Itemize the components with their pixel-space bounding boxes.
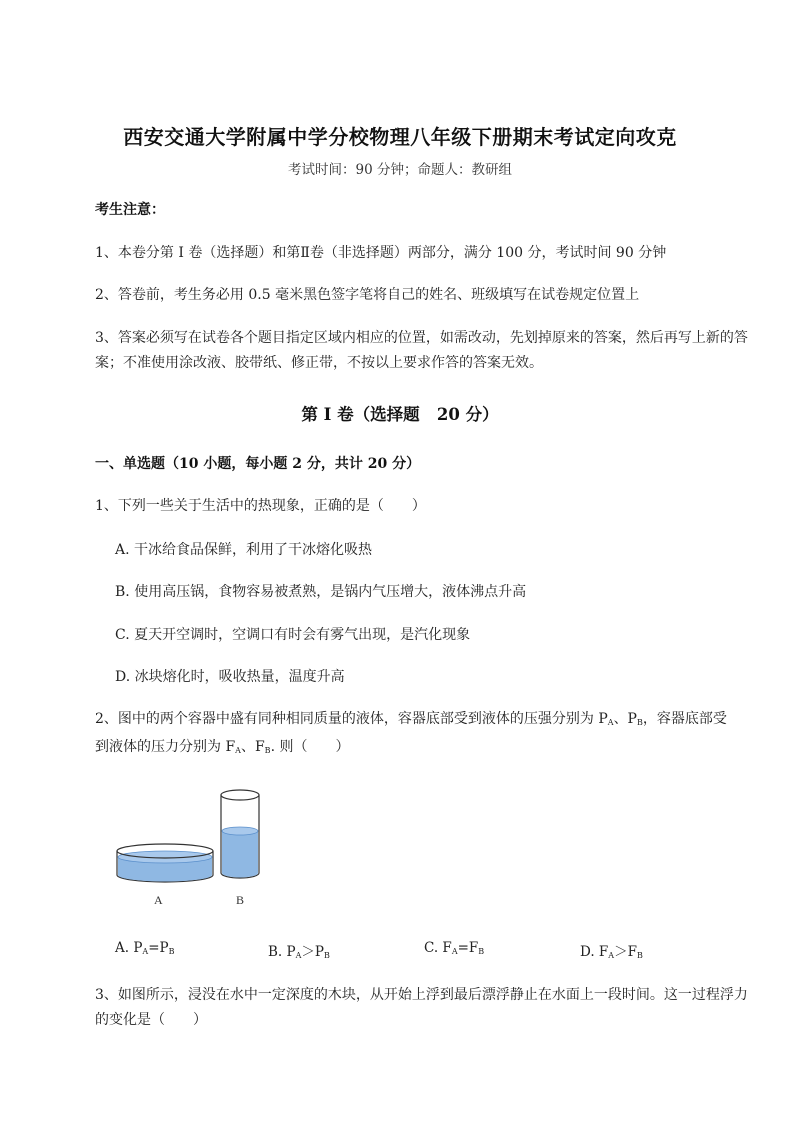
q2-option-text: C. F xyxy=(424,940,452,956)
q2-stem-text: 到液体的压力分别为 F xyxy=(95,739,236,755)
subscript-b: B xyxy=(323,951,330,960)
section-title: 第 I 卷（选择题 20 分） xyxy=(301,405,499,424)
subscript-a: A xyxy=(608,951,615,960)
q2-stem-text: ，容器底部受 xyxy=(642,711,727,727)
q2-stem-text: . 则（ ） xyxy=(270,739,350,755)
notice-item-3: 3、答案必须写在试卷各个题目指定区域内相应的位置，如需改动，先划掉原来的答案，然后再写上新的答案；不准使用涂改液、胶带纸、修正带，不按以上要求作答的答案无效。 xyxy=(95,330,748,371)
q1-option-c: C. 夏天开空调时，空调口有时会有雾气出现，是汽化现象 xyxy=(115,627,471,643)
subscript-a: A xyxy=(235,746,241,755)
subscript-b: B xyxy=(636,951,643,960)
subscript-b: B xyxy=(264,746,271,755)
q2-option-text: =F xyxy=(457,940,479,956)
container-a xyxy=(117,844,213,882)
q2-option-text: ＞F xyxy=(614,944,637,960)
notice-heading: 考生注意： xyxy=(95,202,165,218)
containers-figure xyxy=(105,785,285,910)
subscript-b: B xyxy=(478,947,485,956)
q2-stem-text: 、F xyxy=(240,739,265,755)
exam-subtitle: 考试时间：90 分钟；命题人：教研组 xyxy=(288,162,512,178)
containers-illustration xyxy=(105,785,285,910)
part-heading: 一、单选题（10 小题，每小题 2 分，共计 20 分） xyxy=(95,456,421,472)
q2-option-c xyxy=(424,940,484,956)
q2-option-text: A. P xyxy=(115,940,143,956)
q1-option-b: B. 使用高压锅，食物容易被煮熟，是锅内气压增大，液体沸点升高 xyxy=(115,584,527,600)
q2-option-text: ＞P xyxy=(301,944,324,960)
subscript-a: A xyxy=(142,947,149,956)
subscript-a: A xyxy=(295,951,302,960)
q3-stem: 3、如图所示，浸没在水中一定深度的木块，从开始上浮到最后漂浮静止在水面上一段时间。这一过程浮力的变化是（ ） xyxy=(95,987,748,1028)
subscript-a: A xyxy=(607,718,614,727)
subscript-b: B xyxy=(636,718,643,727)
notice-item-2: 2、答卷前，考生务必用 0.5 毫米黑色签字笔将自己的姓名、班级填写在试卷规定位置上 xyxy=(95,287,640,303)
notice-item-1: 1、本卷分第 I 卷（选择题）和第Ⅱ卷（非选择题）两部分，满分 100 分，考试时间 90 分钟 xyxy=(95,245,667,261)
subscript-a: A xyxy=(451,947,458,956)
q2-stem xyxy=(95,707,755,763)
exam-title: 西安交通大学附属中学分校物理八年级下册期末考试定向攻克 xyxy=(123,125,677,149)
q2-option-b xyxy=(268,940,330,960)
container-b xyxy=(221,790,259,878)
q2-option-text: =P xyxy=(148,940,169,956)
q2-stem-text: 2、图中的两个容器中盛有同种相同质量的液体，容器底部受到液体的压强分别为 P xyxy=(95,711,608,727)
q1-stem: 1、下列一些关于生活中的热现象，正确的是（ ） xyxy=(95,498,426,514)
q1-option-a: A. 干冰给食品保鲜，利用了干冰熔化吸热 xyxy=(115,542,373,558)
q2-stem-text: 、P xyxy=(613,711,637,727)
figure-label-b: B xyxy=(236,893,245,907)
q1-option-d: D. 冰块熔化时，吸收热量，温度升高 xyxy=(115,669,345,685)
q2-option-a xyxy=(115,940,175,956)
subscript-b: B xyxy=(168,947,175,956)
q2-option-text: B. P xyxy=(268,944,296,960)
q2-option-text: D. F xyxy=(580,944,609,960)
q2-option-d xyxy=(580,940,643,960)
figure-label-a: A xyxy=(154,893,163,907)
